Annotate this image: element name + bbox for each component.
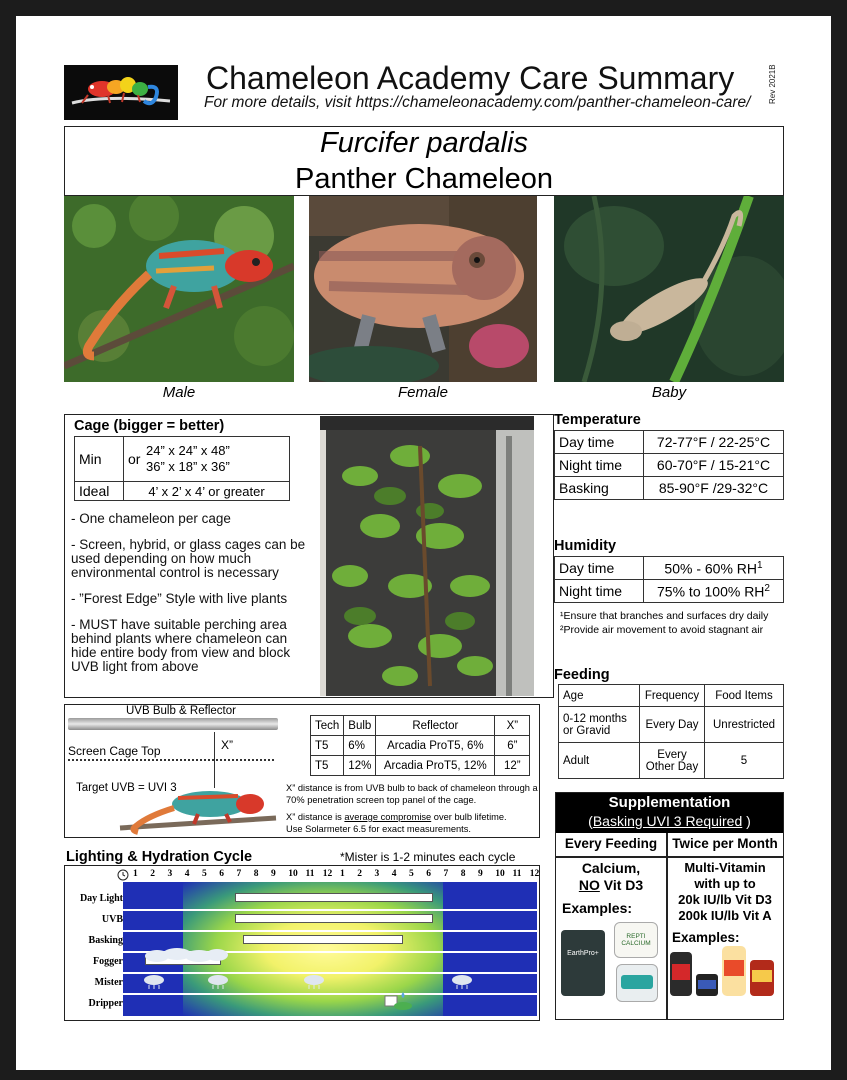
footnote-mark: 2 — [764, 582, 770, 594]
revision-label: Rev 2021B — [768, 64, 777, 104]
footnote-mark: 1 — [757, 559, 763, 571]
hour-label: 11 — [512, 869, 522, 879]
temp-value: 72-77°F / 22-25°C — [644, 431, 784, 454]
screen-cage-top-line — [68, 759, 274, 761]
repti-calcium-label: REPTI CALCIUM — [621, 933, 651, 947]
cage-heading: Cage (bigger = better) — [74, 418, 225, 434]
feeding-food: Unrestricted — [705, 707, 784, 743]
daylight-bar — [235, 893, 433, 902]
cage-note: - ”Forest Edge” Style with live plants — [71, 591, 288, 606]
ideal-label: Ideal — [75, 482, 124, 501]
row-label-mister: Mister — [94, 977, 123, 988]
chameleon-academy-logo — [64, 65, 178, 120]
uvb-bulb-label: UVB Bulb & Reflector — [126, 705, 236, 717]
temp-value: 60-70°F / 15-21°C — [644, 454, 784, 477]
uvb-note-2-suffix: over bulb lifetime. — [431, 812, 507, 822]
uvb-col-header: Tech — [311, 716, 344, 736]
calcium-line-1: Calcium, — [581, 860, 641, 876]
care-sheet-page — [16, 16, 831, 1070]
multivitamin-examples-label: Examples: — [672, 930, 740, 945]
fogger-cloud-icon — [143, 948, 229, 962]
hour-label: 8 — [460, 869, 466, 879]
supplementation-subtitle — [556, 813, 783, 829]
humidity-value: 75% to 100% RH — [657, 583, 765, 600]
feeding-table — [558, 684, 784, 779]
feeding-heading: Feeding — [554, 667, 610, 683]
hour-label: 9 — [271, 869, 276, 879]
temperature-heading: Temperature — [554, 412, 641, 428]
hour-label: 2 — [150, 869, 155, 879]
uvb-note-3: Use Solarmeter 6.5 for exact measurements. — [286, 824, 471, 834]
feeding-col-header: Food Items — [705, 685, 784, 707]
uvb-note-2-underlined: average compromise — [344, 812, 432, 822]
uvb-bar — [235, 914, 433, 923]
uvb-x: 12” — [495, 756, 530, 776]
row-label-fogger: Fogger — [93, 956, 123, 967]
or-label: or — [124, 437, 143, 482]
multivitamin-bottle-1-image — [670, 952, 692, 996]
female-caption: Female — [397, 384, 449, 401]
no-text: NO — [578, 877, 600, 893]
uvb-bulb: 12% — [344, 756, 376, 776]
multivitamin-line-3: 20k IU/lb Vit D3 — [678, 892, 772, 907]
reptivite-bottle-image — [722, 946, 746, 996]
temp-value: 85-90°F /29-32°C — [644, 477, 784, 500]
multivitamin-line-1: Multi-Vitamin — [684, 860, 766, 875]
dripper-icon — [383, 990, 413, 1010]
uvb-bulb-graphic — [68, 718, 278, 730]
cage-note: - MUST have suitable perching area behind plants where chameleon can hide entire body from view and block UVB light from above — [71, 617, 291, 674]
male-caption: Male — [162, 384, 196, 401]
calcium-tub-image — [616, 964, 658, 1002]
hour-label: 7 — [236, 869, 242, 879]
calcium-line-2 — [556, 877, 666, 894]
humidity-value-cell — [644, 580, 784, 603]
calcium-text — [556, 860, 666, 894]
subtitle-prefix: ( — [588, 813, 593, 829]
scientific-name: Furcifer pardalis — [320, 127, 528, 159]
row-divider — [123, 993, 537, 995]
uvb-x: 6” — [495, 736, 530, 756]
hour-label: 6 — [426, 869, 431, 879]
repti-calcium-product-image — [614, 922, 658, 958]
baby-photo — [554, 196, 784, 382]
humidity-value-cell — [644, 557, 784, 580]
humidity-footnote-1: ¹Ensure that branches and surfaces dry daily — [560, 610, 769, 622]
multivitamin-jar-image — [696, 974, 718, 996]
uvb-table — [310, 715, 530, 776]
humidity-label: Day time — [555, 557, 644, 580]
feeding-col-header: Age — [559, 685, 640, 707]
hour-label: 6 — [219, 869, 224, 879]
humidity-footnote-2: ²Provide air movement to avoid stagnant air — [560, 624, 764, 636]
hour-label: 1 — [340, 869, 345, 879]
basking-bar — [243, 935, 403, 944]
baby-caption: Baby — [651, 384, 687, 401]
temp-label: Basking — [555, 477, 644, 500]
cage-note: - One chameleon per cage — [71, 511, 231, 526]
lighting-heading: Lighting & Hydration Cycle — [66, 849, 253, 865]
hour-label: 5 — [409, 869, 414, 879]
feeding-food: 5 — [705, 743, 784, 779]
lighting-cycle-chart — [64, 865, 540, 1021]
uvb-note-2-prefix: X” distance is — [286, 812, 345, 822]
hour-label: 8 — [253, 869, 259, 879]
row-label-uvb: UVB — [101, 914, 123, 925]
multivitamin-text — [667, 860, 783, 924]
hour-label: 1 — [133, 869, 138, 879]
min-size-1: 24” x 24” x 48” — [146, 443, 230, 458]
min-sizes — [142, 437, 290, 482]
row-label-dripper: Dripper — [88, 998, 123, 1009]
humidity-heading: Humidity — [554, 538, 617, 554]
uvb-tech: T5 — [311, 756, 344, 776]
humidity-label: Night time — [555, 580, 644, 603]
male-photo — [64, 196, 294, 382]
mister-cloud-icon — [207, 974, 229, 990]
hour-label: 4 — [184, 869, 190, 879]
basking-uvi-link[interactable]: Basking UVI 3 Required — [592, 813, 743, 829]
temp-label: Night time — [555, 454, 644, 477]
page-title: Chameleon Academy Care Summary — [206, 60, 735, 96]
min-label: Min — [75, 437, 124, 482]
cage-size-table — [74, 436, 290, 501]
page-subtitle: For more details, visit https://chameleonacademy.com/panther-chameleon-care/ — [204, 94, 751, 111]
feeding-frequency: Every Other Day — [640, 743, 705, 779]
mister-cloud-icon — [451, 974, 473, 990]
common-name: Panther Chameleon — [295, 163, 553, 195]
feeding-age: 0-12 months or Gravid — [559, 707, 640, 743]
chameleon-illustration — [118, 786, 278, 838]
mister-note: *Mister is 1-2 minutes each cycle — [340, 850, 516, 864]
subtitle-suffix: ) — [742, 813, 751, 829]
row-label-basking: Basking — [88, 935, 123, 946]
row-divider — [123, 909, 537, 911]
hour-label: 7 — [443, 869, 449, 879]
hour-label: 10 — [495, 869, 505, 879]
feeding-frequency: Every Day — [640, 707, 705, 743]
screen-cage-top-label: Screen Cage Top — [68, 744, 161, 758]
clock-icon — [117, 868, 129, 880]
humidity-table — [554, 556, 784, 603]
hour-label: 9 — [478, 869, 483, 879]
hour-label: 12 — [322, 869, 333, 879]
row-label-daylight: Day Light — [79, 893, 123, 904]
hour-label: 3 — [167, 869, 173, 879]
hour-label: 10 — [288, 869, 298, 879]
hour-label: 4 — [391, 869, 397, 879]
row-divider — [123, 930, 537, 932]
earthpro-label: EarthPro+ — [567, 950, 599, 957]
row-divider — [123, 972, 537, 974]
every-feeding-header: Every Feeding — [564, 836, 658, 851]
hour-label: 3 — [374, 869, 380, 879]
feeding-col-header: Frequency — [640, 685, 705, 707]
hour-label: 11 — [305, 869, 315, 879]
mister-cloud-icon — [303, 974, 325, 990]
temperature-table — [554, 430, 784, 500]
target-uvb-label: Target UVB = UVI 3 — [76, 782, 177, 794]
supplementation-header-line — [556, 856, 783, 858]
uvb-col-header: X” — [495, 716, 530, 736]
mister-cloud-icon — [143, 974, 165, 990]
humidity-value: 50% - 60% RH — [664, 560, 758, 577]
x-distance-label: X” — [221, 738, 233, 752]
multivitamin-line-2: with up to — [694, 876, 756, 891]
uvb-col-header: Reflector — [376, 716, 495, 736]
temp-label: Day time — [555, 431, 644, 454]
hour-label: 5 — [202, 869, 207, 879]
uvb-reflector: Arcadia ProT5, 6% — [376, 736, 495, 756]
earthpro-product-image — [561, 930, 605, 996]
min-size-2: 36” x 18” x 36” — [146, 459, 230, 474]
feeding-age: Adult — [559, 743, 640, 779]
uvb-note-1: X” distance is from UVB bulb to back of chameleon through a 70% penetration screen top panel of the cage. — [286, 783, 538, 805]
supplementation-title: Supplementation — [608, 794, 731, 811]
ideal-size: 4’ x 2’ x 4’ or greater — [124, 482, 290, 501]
female-photo — [309, 196, 537, 382]
hour-label: 2 — [357, 869, 362, 879]
uvb-bulb: 6% — [344, 736, 376, 756]
uvb-reflector: Arcadia ProT5, 12% — [376, 756, 495, 776]
uvb-note-2 — [286, 811, 538, 823]
calcium-examples-label: Examples: — [562, 900, 633, 916]
species-header — [64, 126, 784, 196]
x-distance-arrow — [214, 732, 215, 788]
multivitamin-bottle-2-image — [750, 960, 774, 996]
vit-d3-text: Vit D3 — [599, 877, 644, 893]
cage-note: - Screen, hybrid, or glass cages can be used depending on how much environmental control is necessary — [71, 537, 306, 580]
uvb-col-header: Bulb — [344, 716, 376, 736]
hour-label: 12 — [529, 869, 540, 879]
uvb-tech: T5 — [311, 736, 344, 756]
multivitamin-line-4: 200k IU/lb Vit A — [678, 908, 772, 923]
twice-month-header: Twice per Month — [672, 836, 778, 851]
cage-photo — [320, 416, 534, 696]
